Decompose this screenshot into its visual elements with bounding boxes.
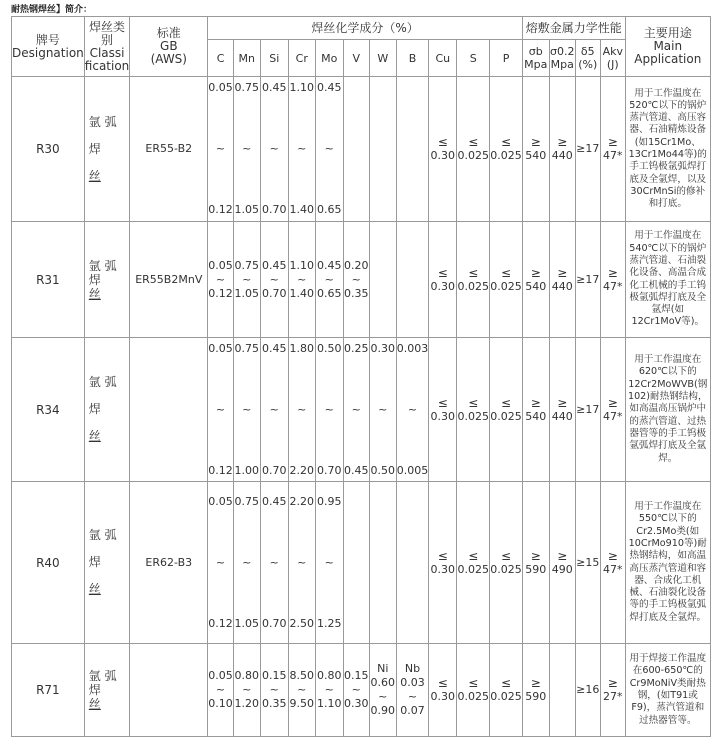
s-cell: ≤ 0.025 — [457, 222, 490, 338]
akv-cell: ≥ 47* — [600, 77, 625, 222]
element-c-cell: 0.05 ~ 0.12 — [208, 338, 234, 482]
table-row — [12, 77, 711, 222]
cu-cell: ≤ 0.30 — [429, 77, 457, 222]
standard-cell: ER55-B2 — [130, 77, 208, 222]
element-v-cell: 0.25 ~ 0.45 — [343, 338, 369, 482]
grade-cell: R30 — [12, 77, 85, 222]
application-cell: 用于焊接工作温度在600-650℃的Cr9MoNiV类耐热钢，(如T91或F9)，蒸汽管道和过热器管等。 — [625, 644, 710, 737]
header-chemical: 焊丝化学成分（%） — [208, 17, 523, 40]
s02-cell — [549, 644, 575, 737]
element-b-cell — [396, 222, 429, 338]
element-v-cell — [343, 482, 369, 644]
header-akv: Akv (J) — [600, 40, 625, 77]
sb-cell: ≥ 540 — [522, 222, 549, 338]
element-w-cell: Ni 0.60 ~ 0.90 — [369, 644, 396, 737]
header-delta5: δ5 (%) — [575, 40, 600, 77]
header-si: Si — [260, 40, 288, 77]
akv-cell: ≥ 47* — [600, 222, 625, 338]
header-v: V — [343, 40, 369, 77]
grade-cell: R40 — [12, 482, 85, 644]
element-mn-cell: 0.75 ~ 1.05 — [233, 77, 260, 222]
element-si-cell: 0.45 ~ 0.70 — [260, 482, 288, 644]
header-classification: 焊丝类别 Classi fication — [84, 17, 130, 77]
cu-cell: ≤ 0.30 — [429, 222, 457, 338]
element-c-cell: 0.05 ~ 0.12 — [208, 222, 234, 338]
s-cell: ≤ 0.025 — [457, 482, 490, 644]
akv-cell: ≥ 27* — [600, 644, 625, 737]
header-cr: Cr — [288, 40, 315, 77]
p-cell: ≤ 0.025 — [490, 77, 523, 222]
process-cell: 氩 弧 焊 丝 — [84, 482, 130, 644]
standard-cell — [130, 338, 208, 482]
header-s: S — [457, 40, 490, 77]
element-w-cell — [369, 482, 396, 644]
element-si-cell: 0.45 ~ 0.70 — [260, 222, 288, 338]
header-mechanical: 熔敷金属力学性能 — [522, 17, 625, 40]
application-cell: 用于工作温度在550℃以下的Cr2.5Mo类(如10CrMo910等)耐热钢结构，如高温高压蒸汽管道和容器、合成化工机械、石油裂化设备等的手工钨极氩弧焊打底及全氩焊。 — [625, 482, 710, 644]
element-mn-cell: 0.75 ~ 1.05 — [233, 482, 260, 644]
s02-cell: ≥ 440 — [549, 77, 575, 222]
sb-cell: ≥ 540 — [522, 77, 549, 222]
header-c: C — [208, 40, 234, 77]
delta5-cell: ≥16 — [575, 644, 600, 737]
header-b: B — [396, 40, 429, 77]
header-w: W — [369, 40, 396, 77]
header-designation: 牌号 Designation — [12, 17, 85, 77]
table-row — [12, 644, 711, 737]
standard-cell: ER55B2MnV — [130, 222, 208, 338]
p-cell: ≤ 0.025 — [490, 482, 523, 644]
header-standard: 标准 GB (AWS) — [130, 17, 208, 77]
element-mn-cell: 0.75 ~ 1.00 — [233, 338, 260, 482]
p-cell: ≤ 0.025 — [490, 338, 523, 482]
element-mo-cell: 0.50 ~ 0.70 — [315, 338, 343, 482]
element-mo-cell: 0.45 ~ 0.65 — [315, 77, 343, 222]
delta5-cell: ≥17 — [575, 338, 600, 482]
page-title: 耐热钢焊丝】简介： — [11, 5, 93, 15]
application-cell: 用于工作温度在520℃以下的锅炉蒸汽管道、高压容器、石油精炼设备(如15Cr1Mo、13Cr1Mo44等)的手工钨极氩弧焊打底及全氩焊，以及30CrMnSi的修补和打底。 — [625, 77, 710, 222]
cu-cell: ≤ 0.30 — [429, 482, 457, 644]
application-cell: 用于工作温度在540℃以下的锅炉蒸汽管道、石油裂化设备、高温合成化工机械的手工钨极氩弧焊打底及全氩焊(如12Cr1MoV等)。 — [625, 222, 710, 338]
element-cr-cell: 8.50 ~ 9.50 — [288, 644, 315, 737]
grade-cell: R71 — [12, 644, 85, 737]
element-w-cell — [369, 222, 396, 338]
process-cell: 氩 弧 焊 丝 — [84, 77, 130, 222]
element-b-cell: 0.003 ~ 0.005 — [396, 338, 429, 482]
element-mo-cell: 0.95 ~ 1.25 — [315, 482, 343, 644]
cu-cell: ≤ 0.30 — [429, 338, 457, 482]
s02-cell: ≥ 490 — [549, 482, 575, 644]
element-si-cell: 0.15 ~ 0.35 — [260, 644, 288, 737]
element-v-cell: 0.15 ~ 0.30 — [343, 644, 369, 737]
element-w-cell: 0.30 ~ 0.50 — [369, 338, 396, 482]
header-sigma-02: σ0.2 Mpa — [549, 40, 575, 77]
delta5-cell: ≥17 — [575, 222, 600, 338]
application-cell: 用于工作温度在620℃以下的12Cr2MoWVB(钢102)耐热钢结构，如高温高压锅炉中的蒸汽管道、过热器管等的手工钨极氩弧焊打底及全氩焊。 — [625, 338, 710, 482]
process-cell: 氩 弧 焊 丝 — [84, 338, 130, 482]
element-w-cell — [369, 77, 396, 222]
s-cell: ≤ 0.025 — [457, 338, 490, 482]
grade-cell: R34 — [12, 338, 85, 482]
header-cu: Cu — [429, 40, 457, 77]
akv-cell: ≥ 47* — [600, 482, 625, 644]
grade-cell: R31 — [12, 222, 85, 338]
heat-resistant-wire-table — [11, 16, 711, 737]
header-mn: Mn — [233, 40, 260, 77]
header-p: P — [490, 40, 523, 77]
standard-cell — [130, 644, 208, 737]
table-row — [12, 482, 711, 644]
element-b-cell — [396, 482, 429, 644]
sb-cell: ≥ 590 — [522, 482, 549, 644]
header-mo: Mo — [315, 40, 343, 77]
p-cell: ≤ 0.025 — [490, 644, 523, 737]
element-v-cell — [343, 77, 369, 222]
element-cr-cell: 1.80 ~ 2.20 — [288, 338, 315, 482]
akv-cell: ≥ 47* — [600, 338, 625, 482]
element-mn-cell: 0.75 ~ 1.05 — [233, 222, 260, 338]
cu-cell: ≤ 0.30 — [429, 644, 457, 737]
element-c-cell: 0.05 ~ 0.10 — [208, 644, 234, 737]
element-si-cell: 0.45 ~ 0.70 — [260, 77, 288, 222]
header-application: 主要用途 Main Application — [625, 17, 710, 77]
s-cell: ≤ 0.025 — [457, 77, 490, 222]
element-cr-cell: 2.20 ~ 2.50 — [288, 482, 315, 644]
standard-cell: ER62-B3 — [130, 482, 208, 644]
s02-cell: ≥ 440 — [549, 222, 575, 338]
element-mn-cell: 0.80 ~ 1.20 — [233, 644, 260, 737]
table-row — [12, 338, 711, 482]
element-c-cell: 0.05 ~ 0.12 — [208, 77, 234, 222]
element-b-cell — [396, 77, 429, 222]
sb-cell: ≥ 590 — [522, 644, 549, 737]
element-mo-cell: 0.45 ~ 0.65 — [315, 222, 343, 338]
delta5-cell: ≥17 — [575, 77, 600, 222]
delta5-cell: ≥15 — [575, 482, 600, 644]
element-si-cell: 0.45 ~ 0.70 — [260, 338, 288, 482]
process-cell: 氩 弧 焊 丝 — [84, 644, 130, 737]
element-v-cell: 0.20 ~ 0.35 — [343, 222, 369, 338]
element-cr-cell: 1.10 ~ 1.40 — [288, 222, 315, 338]
element-b-cell: Nb 0.03 ~ 0.07 — [396, 644, 429, 737]
table-row — [12, 222, 711, 338]
header-sigma-b: σb Mpa — [522, 40, 549, 77]
sb-cell: ≥ 540 — [522, 338, 549, 482]
element-cr-cell: 1.10 ~ 1.40 — [288, 77, 315, 222]
element-c-cell: 0.05 ~ 0.12 — [208, 482, 234, 644]
element-mo-cell: 0.80 ~ 1.10 — [315, 644, 343, 737]
s02-cell: ≥ 440 — [549, 338, 575, 482]
process-cell: 氩 弧 焊 丝 — [84, 222, 130, 338]
p-cell: ≤ 0.025 — [490, 222, 523, 338]
s-cell: ≤ 0.025 — [457, 644, 490, 737]
